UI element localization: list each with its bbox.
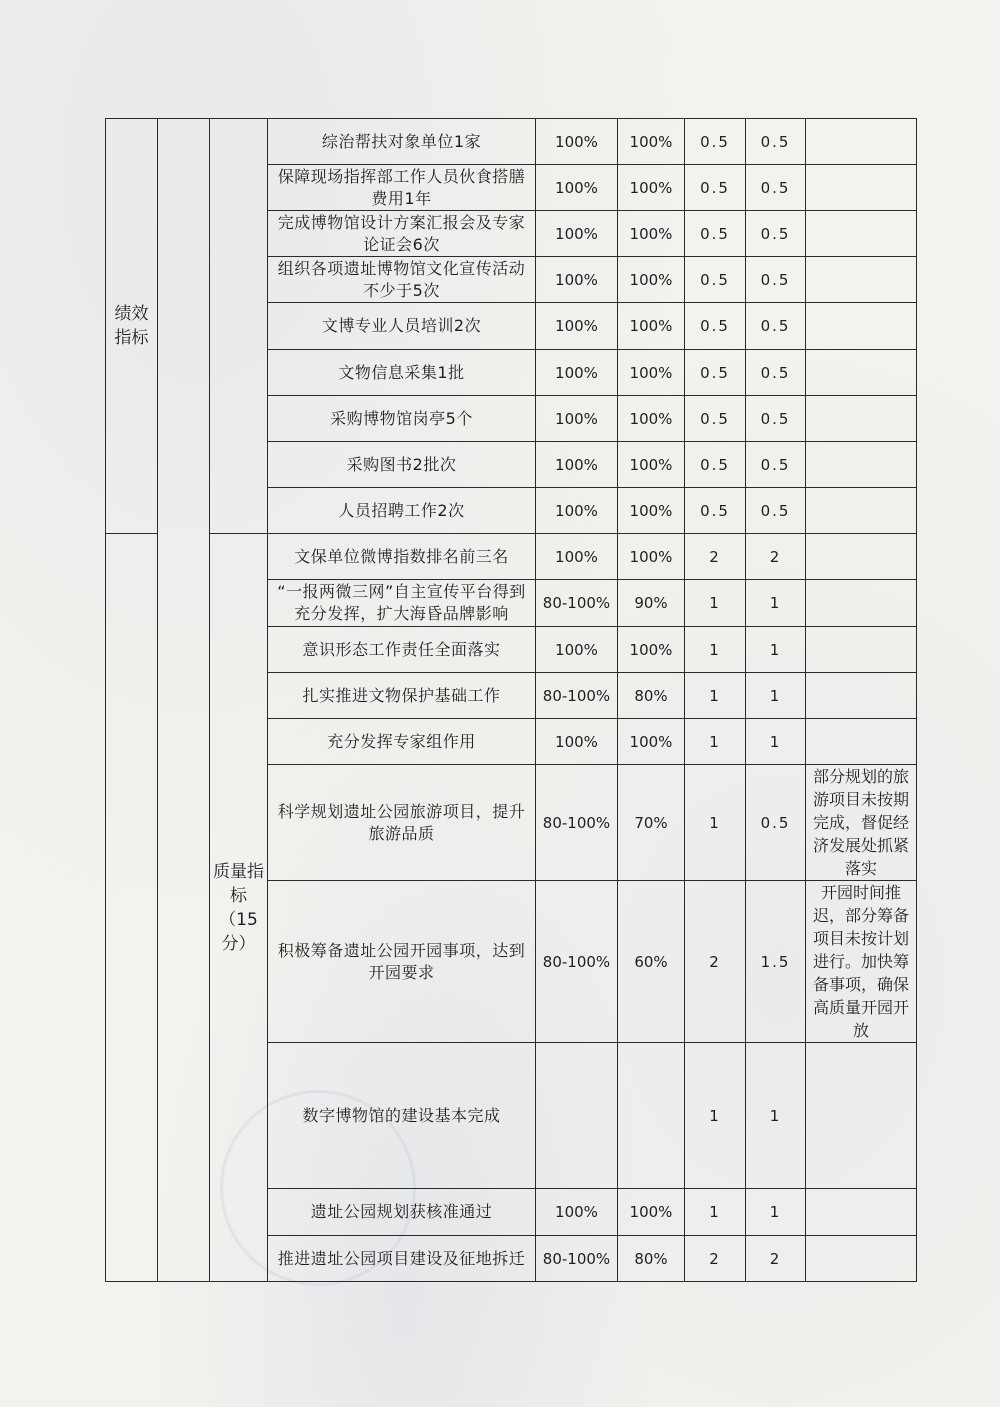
level2-blank-cell <box>210 119 268 534</box>
note-cell <box>806 719 917 765</box>
target-value-cell: 80-100% <box>536 1236 618 1282</box>
actual-value-cell: 80% <box>618 673 685 719</box>
weight-cell: 1 <box>685 627 746 673</box>
target-value-cell: 100% <box>536 627 618 673</box>
target-value-cell: 100% <box>536 303 618 350</box>
actual-value-cell: 100% <box>618 350 685 396</box>
indicator-cell: 完成博物馆设计方案汇报会及专家论证会6次 <box>268 211 536 257</box>
indicator-cell: 意识形态工作责任全面落实 <box>268 627 536 673</box>
actual-value-cell: 100% <box>618 257 685 303</box>
note-cell <box>806 442 917 488</box>
indicator-cell: 积极筹备遗址公园开园事项，达到开园要求 <box>268 881 536 1043</box>
weight-cell: 2 <box>685 534 746 580</box>
target-value-cell: 80-100% <box>536 881 618 1043</box>
weight-cell: 0.5 <box>685 442 746 488</box>
actual-value-cell <box>618 1043 685 1189</box>
weight-cell: 0.5 <box>685 257 746 303</box>
score-cell: 0.5 <box>746 303 806 350</box>
actual-value-cell: 100% <box>618 396 685 442</box>
score-cell: 0.5 <box>746 442 806 488</box>
target-value-cell: 80-100% <box>536 580 618 627</box>
score-cell: 0.5 <box>746 119 806 165</box>
table-row <box>106 119 917 165</box>
actual-value-cell: 100% <box>618 488 685 534</box>
level2-indicator-cell: 质量指标（15分） <box>210 534 268 1282</box>
indicator-cell: 遗址公园规划获核准通过 <box>268 1189 536 1236</box>
actual-value-cell: 100% <box>618 303 685 350</box>
target-value-cell: 100% <box>536 211 618 257</box>
weight-cell: 2 <box>685 881 746 1043</box>
note-cell <box>806 165 917 211</box>
score-cell: 0.5 <box>746 488 806 534</box>
target-value-cell: 100% <box>536 350 618 396</box>
performance-indicator-table <box>105 118 917 1282</box>
actual-value-cell: 100% <box>618 534 685 580</box>
score-cell: 1 <box>746 719 806 765</box>
score-cell: 1 <box>746 673 806 719</box>
note-cell <box>806 211 917 257</box>
score-cell: 1 <box>746 1043 806 1189</box>
weight-cell: 2 <box>685 1236 746 1282</box>
target-value-cell: 100% <box>536 396 618 442</box>
actual-value-cell: 100% <box>618 1189 685 1236</box>
weight-cell: 1 <box>685 580 746 627</box>
actual-value-cell: 100% <box>618 119 685 165</box>
score-cell: 2 <box>746 1236 806 1282</box>
target-value-cell: 80-100% <box>536 673 618 719</box>
indicator-cell: 人员招聘工作2次 <box>268 488 536 534</box>
note-cell <box>806 673 917 719</box>
weight-cell: 0.5 <box>685 165 746 211</box>
note-cell <box>806 488 917 534</box>
actual-value-cell: 100% <box>618 719 685 765</box>
indicator-cell: 综治帮扶对象单位1家 <box>268 119 536 165</box>
score-cell: 0.5 <box>746 257 806 303</box>
note-cell <box>806 580 917 627</box>
actual-value-cell: 70% <box>618 765 685 881</box>
performance-table-sheet <box>105 118 917 1282</box>
indicator-cell: 扎实推进文物保护基础工作 <box>268 673 536 719</box>
score-cell: 0.5 <box>746 211 806 257</box>
indicator-cell: 采购图书2批次 <box>268 442 536 488</box>
weight-cell: 0.5 <box>685 488 746 534</box>
score-cell: 1.5 <box>746 881 806 1043</box>
score-cell: 0.5 <box>746 165 806 211</box>
note-cell <box>806 257 917 303</box>
score-cell: 0.5 <box>746 765 806 881</box>
indicator-cell: 充分发挥专家组作用 <box>268 719 536 765</box>
weight-cell: 0.5 <box>685 303 746 350</box>
indicator-cell: 数字博物馆的建设基本完成 <box>268 1043 536 1189</box>
level1-indicator-cell: 绩效指标 <box>106 119 158 534</box>
target-value-cell: 100% <box>536 534 618 580</box>
score-cell: 1 <box>746 580 806 627</box>
weight-cell: 1 <box>685 673 746 719</box>
indicator-cell: 科学规划遗址公园旅游项目，提升旅游品质 <box>268 765 536 881</box>
target-value-cell: 100% <box>536 165 618 211</box>
target-value-cell: 100% <box>536 1189 618 1236</box>
weight-cell: 1 <box>685 719 746 765</box>
target-value-cell: 100% <box>536 442 618 488</box>
table-row <box>106 534 917 580</box>
weight-cell: 0.5 <box>685 350 746 396</box>
target-value-cell <box>536 1043 618 1189</box>
indicator-cell: 文物信息采集1批 <box>268 350 536 396</box>
indicator-cell: 推进遗址公园项目建设及征地拆迁 <box>268 1236 536 1282</box>
score-cell: 0.5 <box>746 396 806 442</box>
score-cell: 0.5 <box>746 350 806 396</box>
note-cell <box>806 1189 917 1236</box>
note-cell <box>806 627 917 673</box>
target-value-cell: 100% <box>536 488 618 534</box>
target-value-cell: 100% <box>536 119 618 165</box>
note-cell <box>806 350 917 396</box>
note-cell <box>806 1043 917 1189</box>
actual-value-cell: 100% <box>618 627 685 673</box>
level1-blank-cell <box>106 534 158 1282</box>
indicator-cell: “一报两微三网”自主宣传平台得到充分发挥，扩大海昏品牌影响 <box>268 580 536 627</box>
indicator-cell: 保障现场指挥部工作人员伙食搭膳费用1年 <box>268 165 536 211</box>
target-value-cell: 80-100% <box>536 765 618 881</box>
note-cell <box>806 396 917 442</box>
blank-column-cell <box>158 119 210 1282</box>
actual-value-cell: 80% <box>618 1236 685 1282</box>
note-cell <box>806 534 917 580</box>
weight-cell: 0.5 <box>685 119 746 165</box>
note-cell <box>806 303 917 350</box>
note-cell: 部分规划的旅游项目未按期完成，督促经济发展处抓紧落实 <box>806 765 917 881</box>
actual-value-cell: 100% <box>618 211 685 257</box>
indicator-cell: 采购博物馆岗亭5个 <box>268 396 536 442</box>
actual-value-cell: 100% <box>618 165 685 211</box>
target-value-cell: 100% <box>536 257 618 303</box>
weight-cell: 0.5 <box>685 396 746 442</box>
weight-cell: 0.5 <box>685 211 746 257</box>
actual-value-cell: 100% <box>618 442 685 488</box>
score-cell: 1 <box>746 1189 806 1236</box>
note-cell <box>806 1236 917 1282</box>
weight-cell: 1 <box>685 1043 746 1189</box>
indicator-cell: 文保单位微博指数排名前三名 <box>268 534 536 580</box>
indicator-cell: 文博专业人员培训2次 <box>268 303 536 350</box>
score-cell: 2 <box>746 534 806 580</box>
note-cell <box>806 119 917 165</box>
score-cell: 1 <box>746 627 806 673</box>
note-cell: 开园时间推迟，部分筹备项目未按计划进行。加快筹备事项，确保高质量开园开放 <box>806 881 917 1043</box>
actual-value-cell: 60% <box>618 881 685 1043</box>
actual-value-cell: 90% <box>618 580 685 627</box>
weight-cell: 1 <box>685 765 746 881</box>
weight-cell: 1 <box>685 1189 746 1236</box>
target-value-cell: 100% <box>536 719 618 765</box>
indicator-cell: 组织各项遗址博物馆文化宣传活动不少于5次 <box>268 257 536 303</box>
